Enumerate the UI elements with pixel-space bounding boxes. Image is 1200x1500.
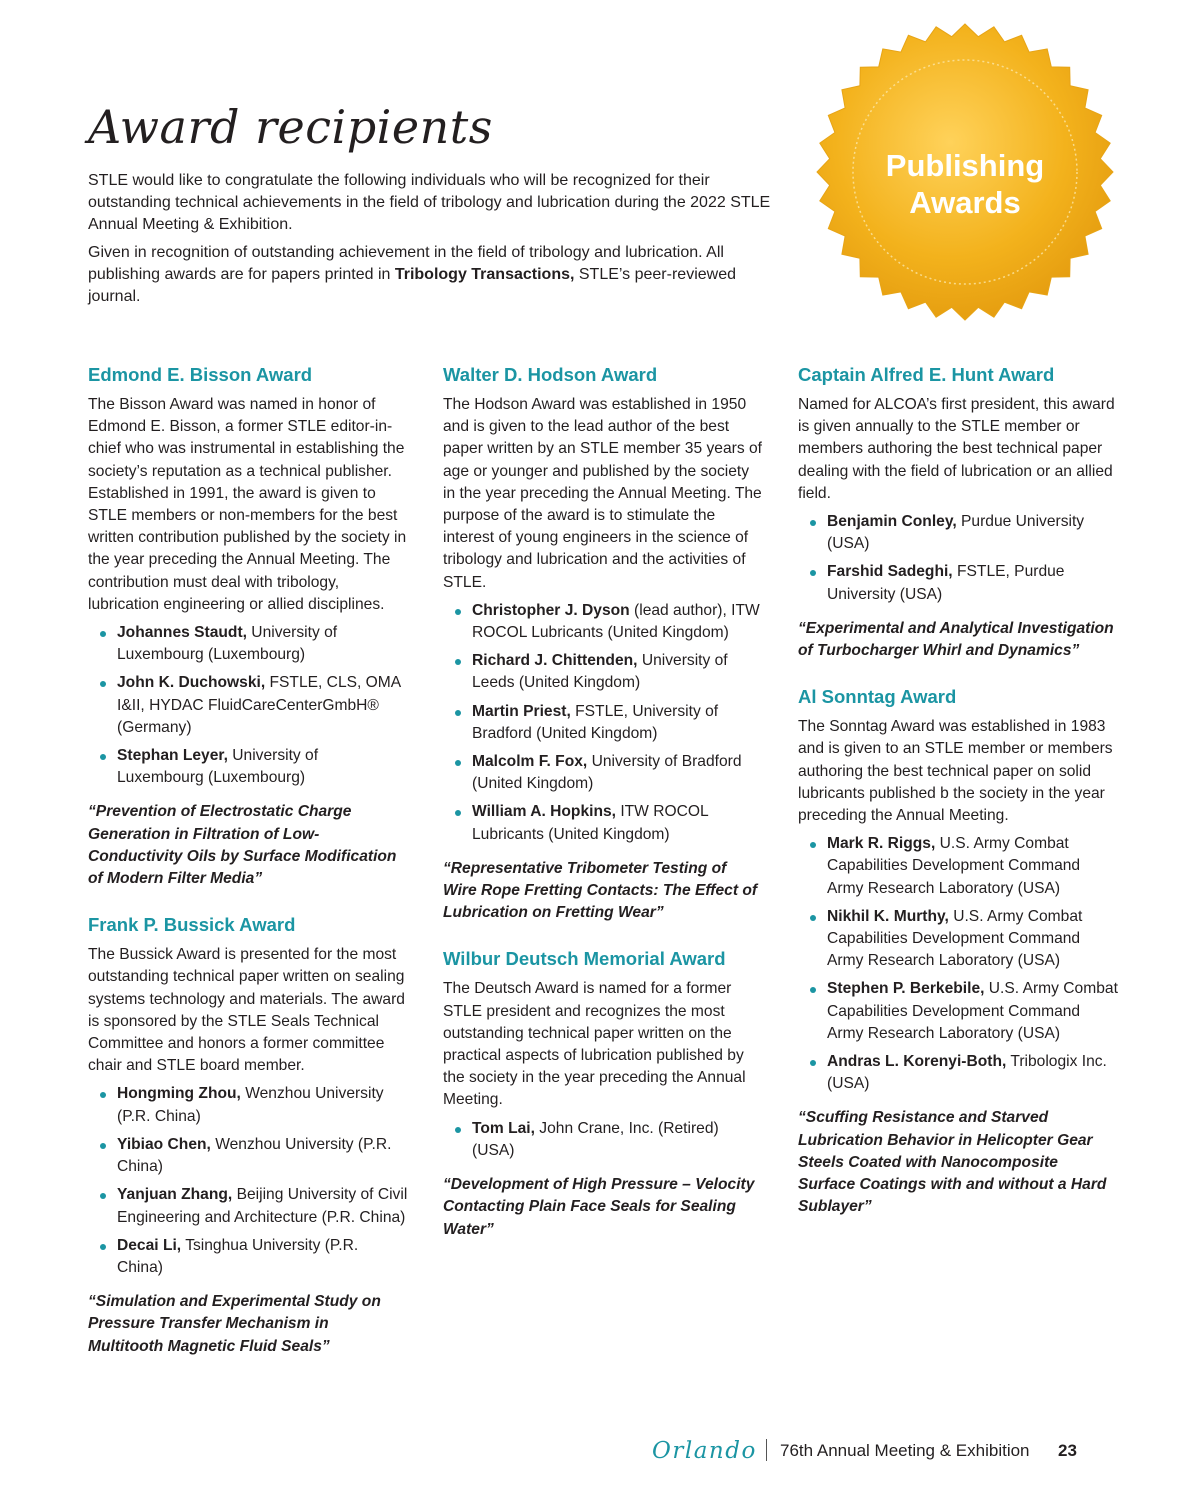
bullet-icon xyxy=(455,710,461,716)
bullet-icon xyxy=(455,659,461,665)
recipient-item xyxy=(88,1083,408,1127)
intro xyxy=(88,170,788,314)
bullet-icon xyxy=(455,760,461,766)
publishing-awards-seal xyxy=(810,22,1120,322)
intro-text: Given in recognition of outstanding achievement in the field of tribology and lubrication. All publishing awards are for papers printed in xyxy=(88,244,724,283)
award-title: Frank P. Bussick Award xyxy=(88,914,296,936)
recipient-name: Hongming Zhou, xyxy=(117,1085,241,1103)
bullet-icon xyxy=(100,631,106,637)
recipient-item xyxy=(798,1051,1118,1095)
bullet-icon xyxy=(100,1143,106,1149)
intro-paragraph-journal xyxy=(88,242,788,308)
award-title: Captain Alfred E. Hunt Award xyxy=(798,364,1055,385)
recipient-affiliation: University of Bradford (United Kingdom) xyxy=(472,753,742,793)
intro-paragraph: STLE would like to congratulate the following individuals who will be recognized for their outstanding technical achievements in the field of tribology and lubrication during the 2022 STLE Annual Meeting & Exhibition. xyxy=(88,172,771,233)
recipient-affiliation: Purdue University (USA) xyxy=(827,513,1085,553)
award-description: The Sonntag Award was established in 1983 and is given to an STLE member or members authoring the best technical paper on solid lubricants published b the society in the year preceding the Annual Meeting. xyxy=(798,718,1113,825)
recipient-item xyxy=(88,1134,408,1178)
footer-meeting: 76th Annual Meeting & Exhibition xyxy=(780,1441,1030,1460)
award-title: Edmond E. Bisson Award xyxy=(88,364,313,385)
recipient-affiliation: Wenzhou University (P.R. China) xyxy=(117,1135,392,1176)
seal-title-line2: Awards xyxy=(909,185,1021,220)
award-title: Wilbur Deutsch Memorial Award xyxy=(443,948,726,970)
column-right xyxy=(798,362,1118,1241)
recipient-name: Andras L. Korenyi-Both, xyxy=(827,1053,1007,1071)
recipient-item xyxy=(88,745,408,789)
paper-title: “Development of High Pressure – Velocity Contacting Plain Face Seals for Sealing Water” xyxy=(443,1176,755,1238)
column-middle xyxy=(443,362,763,1263)
recipient-item xyxy=(88,672,408,739)
page-number: 23 xyxy=(1058,1441,1077,1460)
recipient-name: Yibiao Chen, xyxy=(117,1135,211,1153)
intro-text-end: STLE’s peer-reviewed journal. xyxy=(88,266,736,305)
recipient-name: Mark R. Riggs, xyxy=(827,835,936,853)
award-hunt xyxy=(798,362,1118,662)
recipient-name: Christopher J. Dyson xyxy=(472,601,630,619)
paper-title: “Representative Tribometer Testing of Wire Rope Fretting Contacts: The Effect of Lubrication on Fretting Wear” xyxy=(443,859,758,922)
recipient-affiliation: University of Luxembourg (Luxembourg) xyxy=(117,747,319,787)
recipient-item xyxy=(88,622,408,666)
award-title: Walter D. Hodson Award xyxy=(443,364,658,385)
recipient-affiliation: U.S. Army Combat Capabilities Development Command Army Research Laboratory (USA) xyxy=(827,835,1081,897)
recipient-affiliation: FSTLE, CLS, OMA I&II, HYDAC FluidCareCenterGmbH® (Germany) xyxy=(117,674,401,736)
bullet-icon xyxy=(100,1244,106,1250)
award-description: The Hodson Award was established in 1950 and is given to the lead author of the best paper written by an STLE member 35 years of age or younger and published by the society in the year preceding the Annual Meeting. The purpose of the award is to stimulate the interest of young engineers in the science of tribology and lubrication and the activities of STLE. xyxy=(443,396,762,591)
recipient-list xyxy=(88,1083,408,1279)
award-description: Named for ALCOA’s first president, this award is given annually to the STLE member or members authoring the best technical paper dealing with the field of lubrication or an allied field. xyxy=(798,396,1115,502)
paper-title: “Scuffing Resistance and Starved Lubrication Behavior in Helicopter Gear Steels Coated with Nanocomposite Surface Coatings with and without a Hard Sublayer” xyxy=(798,1109,1107,1216)
bullet-icon xyxy=(810,987,816,993)
recipient-affiliation: U.S. Army Combat Capabilities Development Command Army Research Laboratory (USA) xyxy=(827,980,1118,1042)
recipient-item xyxy=(443,801,763,845)
recipient-affiliation: Wenzhou University (P.R. China) xyxy=(117,1085,384,1125)
seal-title-line1: Publishing xyxy=(885,148,1045,183)
recipient-item xyxy=(798,833,1118,900)
recipient-name: Malcolm F. Fox, xyxy=(472,753,588,771)
recipient-name: Stephen P. Berkebile, xyxy=(827,980,985,998)
bullet-icon xyxy=(100,754,106,760)
recipient-item xyxy=(443,1118,763,1162)
award-sonntag xyxy=(798,684,1118,1218)
page-footer xyxy=(0,1438,1200,1468)
recipient-name: Richard J. Chittenden, xyxy=(472,652,638,670)
recipient-name: Tom Lai, xyxy=(472,1119,535,1137)
recipient-affiliation: Tribologix Inc. (USA) xyxy=(827,1053,1107,1093)
recipient-name: Decai Li, xyxy=(117,1236,182,1254)
recipient-affiliation: University of Luxembourg (Luxembourg) xyxy=(117,624,338,664)
recipient-item xyxy=(443,600,763,644)
recipient-name: William A. Hopkins, xyxy=(472,803,616,821)
paper-title: “Simulation and Experimental Study on Pressure Transfer Mechanism in Multitooth Magnetic Fluid Seals” xyxy=(88,1293,381,1355)
paper-title: “Experimental and Analytical Investigation of Turbocharger Whirl and Dynamics” xyxy=(798,619,1114,660)
award-hodson xyxy=(443,362,763,924)
recipient-item xyxy=(443,701,763,745)
recipient-affiliation: Tsinghua University (P.R. China) xyxy=(117,1236,359,1276)
bullet-icon xyxy=(810,520,816,526)
recipient-list xyxy=(798,833,1118,1095)
bullet-icon xyxy=(810,842,816,848)
recipient-affiliation: John Crane, Inc. (Retired) (USA) xyxy=(472,1119,719,1159)
recipient-name: Martin Priest, xyxy=(472,702,571,720)
recipient-list xyxy=(798,511,1118,606)
recipient-list xyxy=(443,600,763,846)
recipient-affiliation: FSTLE, Purdue University (USA) xyxy=(827,563,1065,603)
recipient-list xyxy=(88,622,408,789)
award-description: The Bisson Award was named in honor of Edmond E. Bisson, a former STLE editor-in-chief who was instrumental in establishing the society’s reputation as a technical publisher. Established in 1991, the award is given to STLE members or non-members for the best written contribution published by the society in the year preceding the Annual Meeting. The contribution must deal with tribology, lubrication engineering or allied disciplines. xyxy=(88,396,407,613)
recipient-affiliation: FSTLE, University of Bradford (United Kingdom) xyxy=(472,702,719,742)
recipient-affiliation: (lead author), ITW ROCOL Lubricants (United Kingdom) xyxy=(472,601,760,642)
recipient-affiliation: Beijing University of Civil Engineering and Architecture (P.R. China) xyxy=(117,1186,408,1226)
recipient-item xyxy=(798,511,1118,555)
recipient-item xyxy=(88,1235,408,1279)
award-deutsch xyxy=(443,946,763,1240)
footer-divider xyxy=(766,1439,767,1461)
recipient-item xyxy=(798,906,1118,973)
award-title: Al Sonntag Award xyxy=(798,686,957,708)
paper-title: “Prevention of Electrostatic Charge Generation in Filtration of Low-Conductivity Oils by Surface Modification of Modern Filter Media” xyxy=(88,803,397,888)
journal-name: Tribology Transactions, xyxy=(394,266,575,283)
recipient-item xyxy=(443,751,763,795)
recipient-item xyxy=(88,1184,408,1228)
recipient-name: Yanjuan Zhang, xyxy=(117,1186,233,1204)
page-title: Award recipients xyxy=(88,100,493,154)
recipient-name: Farshid Sadeghi, xyxy=(827,563,953,581)
bullet-icon xyxy=(455,810,461,816)
award-description: The Bussick Award is presented for the most outstanding technical paper written on sealing systems technology and materials. The award is sponsored by the STLE Seals Technical Committee and honors a former committee chair and STLE board member. xyxy=(88,946,405,1075)
recipient-affiliation: ITW ROCOL Lubricants (United Kingdom) xyxy=(472,803,709,843)
bullet-icon xyxy=(810,570,816,576)
recipient-name: Nikhil K. Murthy, xyxy=(827,907,949,925)
bullet-icon xyxy=(100,681,106,687)
recipient-affiliation: University of Leeds (United Kingdom) xyxy=(472,652,728,692)
recipient-list xyxy=(443,1118,763,1162)
footer-city: Orlando xyxy=(652,1438,757,1464)
recipient-name: John K. Duchowski, xyxy=(117,674,266,692)
recipient-name: Benjamin Conley, xyxy=(827,513,957,531)
recipient-affiliation: U.S. Army Combat Capabilities Development Command Army Research Laboratory (USA) xyxy=(827,907,1083,970)
recipient-name: Stephan Leyer, xyxy=(117,747,228,765)
recipient-item xyxy=(798,978,1118,1045)
award-bussick xyxy=(88,912,408,1357)
bullet-icon xyxy=(455,609,461,615)
award-bisson xyxy=(88,362,408,890)
recipient-item xyxy=(443,650,763,694)
recipient-item xyxy=(798,561,1118,605)
award-description: The Deutsch Award is named for a former STLE president and recognizes the most outstanding technical paper written on the practical aspects of lubrication published by the society in the year preceding the Annual Meeting. xyxy=(443,980,746,1109)
bullet-icon xyxy=(100,1092,106,1098)
recipient-name: Johannes Staudt, xyxy=(117,624,247,642)
bullet-icon xyxy=(100,1193,106,1199)
bullet-icon xyxy=(810,1060,816,1066)
bullet-icon xyxy=(810,915,816,921)
column-left xyxy=(88,362,408,1380)
bullet-icon xyxy=(455,1127,461,1133)
